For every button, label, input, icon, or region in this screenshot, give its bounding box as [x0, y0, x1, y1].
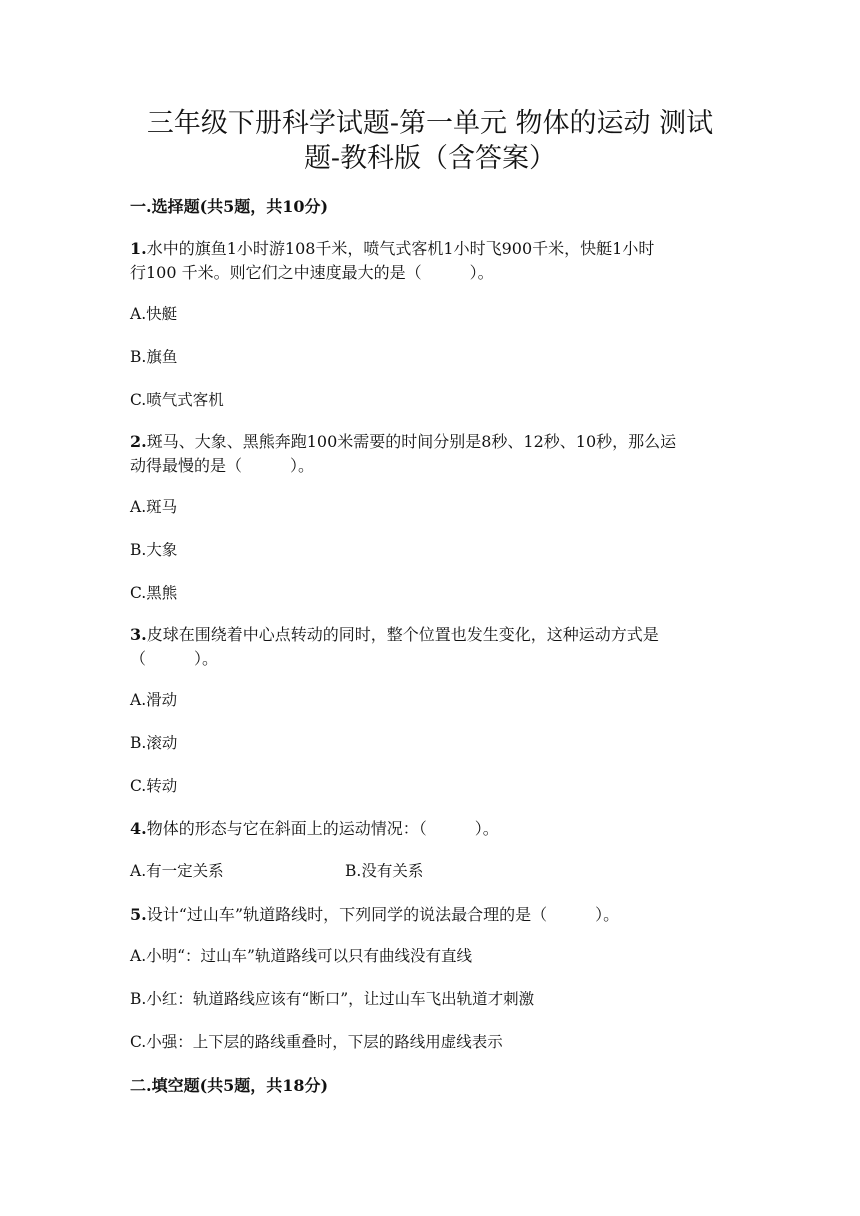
- question-5-option-a: A.小明“：过山车”轨道路线可以只有曲线没有直线: [130, 947, 472, 965]
- question-2-option-a: A.斑马: [130, 498, 178, 516]
- section-heading-choice: 一.选择题(共5题，共10分): [130, 197, 329, 216]
- question-5-line-1: [130, 902, 619, 925]
- title-line-2: 题-教科版（含答案）: [303, 143, 557, 174]
- question-1-option-b: B.旗鱼: [130, 348, 178, 366]
- question-1-number: 1.: [130, 239, 147, 258]
- question-4-option-b: B.没有关系: [345, 862, 424, 880]
- question-1-text-1: 水中的旗鱼1小时游108千米，喷气式客机1小时飞900千米，快艇1小时: [146, 239, 655, 258]
- question-2-option-c: C.黑熊: [130, 584, 178, 602]
- question-1-line-1: [130, 236, 654, 259]
- question-5-option-b: B.小红：轨道路线应该有“断口”，让过山车飞出轨道才刺激: [130, 990, 535, 1008]
- question-3-line-2: （ ）。: [130, 649, 219, 668]
- title-line-1: 三年级下册科学试题-第一单元 物体的运动 测试: [146, 108, 714, 139]
- question-2-line-2: 动得最慢的是（ ）。: [130, 456, 315, 475]
- question-3-option-b: B.滚动: [130, 734, 178, 752]
- question-3-line-1: [130, 622, 659, 645]
- question-2-line-1: [130, 429, 676, 452]
- question-1-option-a: A.快艇: [130, 305, 178, 323]
- question-5-number: 5.: [130, 905, 147, 924]
- question-3-number: 3.: [130, 625, 147, 644]
- question-3-option-a: A.滑动: [130, 691, 178, 709]
- question-5-text-1: 设计“过山车”轨道路线时，下列同学的说法最合理的是（ ）。: [146, 905, 620, 924]
- question-1-option-c: C.喷气式客机: [130, 391, 224, 409]
- question-4-text-1: 物体的形态与它在斜面上的运动情况：（ ）。: [146, 819, 499, 838]
- question-4-line-1: [130, 816, 499, 839]
- question-3-option-c: C.转动: [130, 777, 178, 795]
- section-heading-fill: 二.填空题(共5题，共18分): [130, 1076, 329, 1095]
- question-2-option-b: B.大象: [130, 541, 178, 559]
- question-2-number: 2.: [130, 432, 147, 451]
- question-2-text-1: 斑马、大象、黑熊奔跑100米需要的时间分别是8秒、12秒、10秒，那么运: [146, 432, 677, 451]
- question-4-option-a: A.有一定关系: [130, 862, 224, 880]
- question-1-line-2: 行100 千米。则它们之中速度最大的是（ ）。: [130, 263, 494, 282]
- question-5-option-c: C.小强：上下层的路线重叠时，下层的路线用虚线表示: [130, 1033, 503, 1051]
- question-3-text-1: 皮球在围绕着中心点转动的同时，整个位置也发生变化，这种运动方式是: [146, 625, 659, 644]
- question-4-number: 4.: [130, 819, 147, 838]
